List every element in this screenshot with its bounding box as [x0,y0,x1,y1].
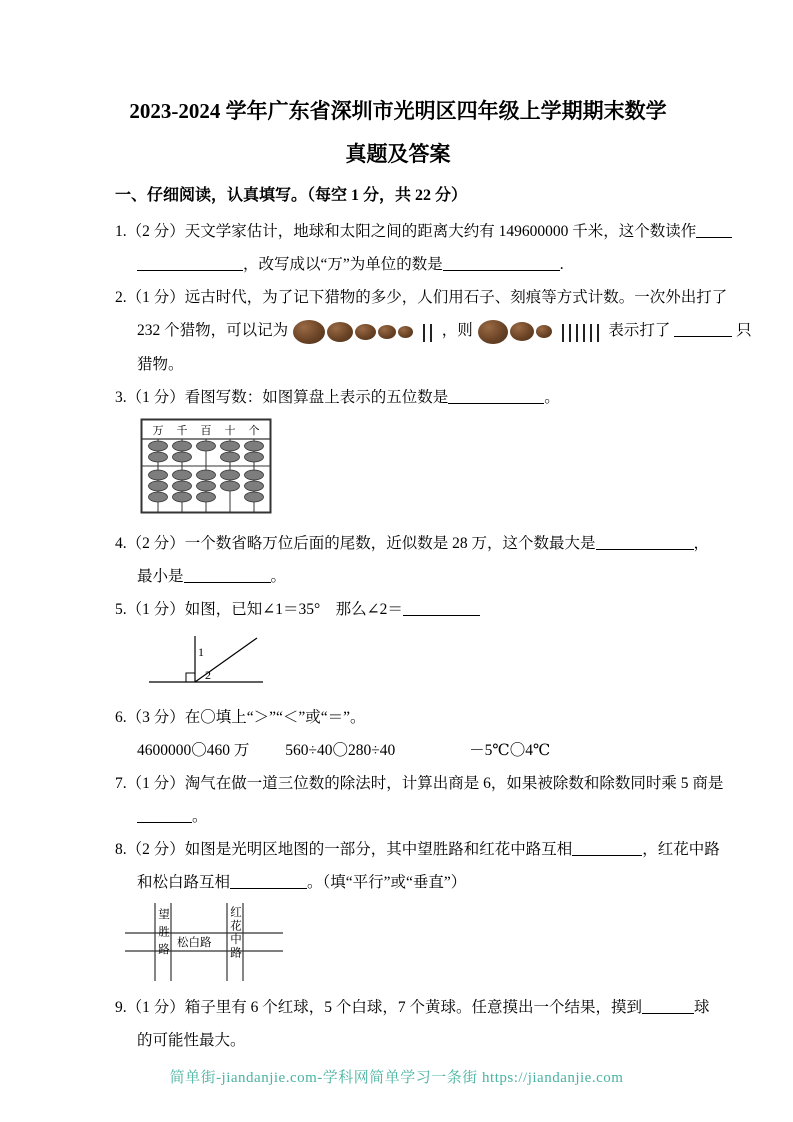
tally-icon [562,324,564,342]
q2-text-1: 2.（1 分）远古时代，为了记下猎物的多少，人们用石子、刻痕等方式计数。一次外出打了 [115,289,728,307]
tally-icon [590,324,592,342]
tally-icon [597,324,599,342]
answer-blank [572,842,642,856]
q8-text-4: 。（填“平行”或“垂直”） [307,874,467,892]
q1-text-2: ，改写成以“万”为单位的数是 [243,256,443,274]
q5-line1 [115,593,681,626]
abacus-figure [140,418,681,519]
q8-text-1: 8.（2 分）如图是光明区地图的一部分，其中望胜路和红花中路互相 [115,841,573,859]
page-content [115,0,752,1057]
q9-text-2: 球 [694,999,710,1017]
stone-icon [478,320,508,344]
q6-compare-item-3: －5℃〇4℃ [469,742,551,760]
answer-blank [596,536,694,550]
q1-line1 [115,215,697,248]
tally-marks-group-1 [421,315,435,348]
angle-svg [143,630,268,692]
stones-group-2 [477,322,553,339]
answer-blank [137,809,192,823]
q2-line2 [115,314,752,348]
q5-text-1: 5.（1 分）如图，已知∠1＝35° 那么∠2＝ [115,601,403,619]
q7-text-2: 。 [192,808,208,826]
abacus-svg [140,418,272,514]
q9-text-1: 9.（1 分）箱子里有 6 个红球，5 个白球，7 个黄球。任意摸出一个结果，摸到 [115,999,643,1017]
tally-icon [569,324,571,342]
q4-text-3: 最小是 [137,568,184,586]
q9-line1 [115,991,710,1024]
doc-title-line1: 2023-2024 学年广东省深圳市光明区四年级上学期期末数学 [129,99,667,123]
q6-line1 [115,701,681,734]
q4-line2 [115,560,681,593]
q4-text-4: 。 [270,568,287,586]
q9-line2 [115,1024,681,1057]
answer-blank [184,569,271,583]
q3-text-2: 。 [544,389,560,407]
q2-text-6: 猎物。 [137,356,184,374]
answer-blank [696,224,732,238]
road-label-honghua: 红花中路 [229,906,241,961]
answer-blank [642,1000,694,1014]
doc-title-line2: 真题及答案 [345,142,451,167]
q6-compare-item-2: 560÷40〇280÷40 [285,742,396,760]
stones-group-1 [292,322,414,339]
q1-text-1: 1.（2 分）天文学家估计，地球和太阳之间的距离大约有 149600000 千米，这个数读作 [115,223,697,241]
answer-blank [137,257,243,271]
stone-icon [510,322,534,341]
q4-text-1: 4.（2 分）一个数省略万位后面的尾数，近似数是 28 万，这个数最大是 [115,535,596,553]
q2-line1 [115,281,728,314]
q8-text-2: ，红花中路 [642,841,720,859]
answer-blank [443,257,560,271]
q8-line2 [115,866,681,899]
q8-text-3: 和松白路互相 [137,874,231,892]
watermark-footer: 简单街-jiandanjie.com-学科网简单学习一条街 https://jiandanjie.com [169,1070,624,1086]
answer-blank [448,390,544,404]
q1-line2 [115,248,681,281]
road-label-songbai: 松白路 [177,937,212,950]
stone-icon [378,325,396,339]
abacus-col-label: 个 [248,425,260,438]
answer-blank [403,602,480,616]
stone-icon [327,322,353,342]
q7-text-1: 7.（1 分）淘气在做一道三位数的除法时，计算出商是 6，如果被除数和除数同时乘 5 商是 [115,775,724,793]
q3-line1 [115,381,681,414]
section-1-header: 一、仔细阅读，认真填写。（每空 1 分，共 22 分） [115,187,468,205]
q9-text-3: 的可能性最大。 [137,1032,246,1050]
q2-text-5: 只 [736,322,752,340]
q4-text-2: ， [693,535,710,553]
tally-icon [583,324,585,342]
tally-icon [430,324,432,342]
answer-blank [674,323,732,337]
abacus-beads [149,441,264,502]
q8-line1 [115,833,720,866]
q7-line1 [115,767,724,800]
road-label-wangsheng: 望胜路 [157,908,169,961]
abacus-col-label: 千 [176,425,188,438]
q7-line2 [115,800,681,833]
tally-icon [423,324,425,342]
stone-icon [536,325,552,338]
q6-compare-item-1: 4600000〇460 万 [137,742,250,760]
angle-label-2: 2 [205,668,211,683]
stone-icon [355,324,376,340]
q2-text-3: ，则 [441,322,473,340]
map-figure [125,903,283,981]
q3-text-1: 3.（1 分）看图写数：如图算盘上表示的五位数是 [115,389,449,407]
q1-text-3: . [559,256,564,274]
answer-blank [230,875,307,889]
abacus-col-label: 十 [224,425,236,438]
stone-icon [398,326,413,338]
tally-icon [576,324,578,342]
q6-line2 [115,734,681,767]
right-angle-marker [186,673,195,682]
q4-line1 [115,527,710,560]
q6-text-1: 6.（3 分）在〇填上“＞”“＜”或“＝”。 [115,709,366,727]
angle-label-1: 1 [198,645,204,660]
q2-line3 [115,348,681,381]
abacus-col-label: 百 [200,425,212,438]
abacus-col-label: 万 [152,425,164,438]
angle-figure [143,630,681,697]
stone-icon [293,320,325,344]
q2-text-4: 表示打了 [608,322,671,340]
q2-text-2: 232 个猎物，可以记为 [137,322,289,340]
tally-marks-group-2 [560,315,602,348]
